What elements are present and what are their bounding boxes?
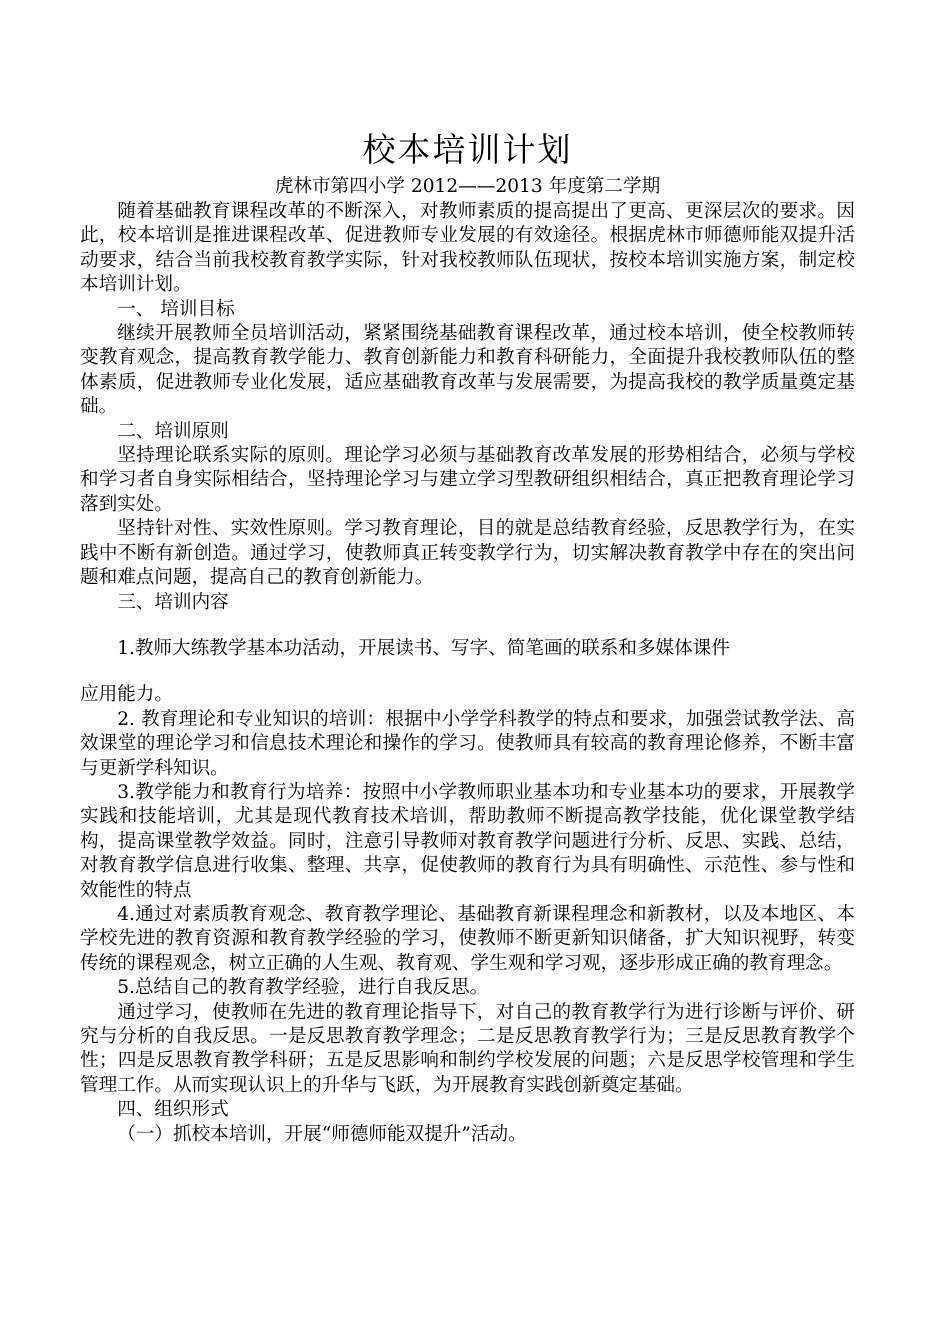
document-title: 校本培训计划: [362, 130, 573, 169]
principle-paragraph-1: 坚持理论联系实际的原则。理论学习必须与基础教育改革发展的形势相结合，必须与学校和学习者自身实际相结合，坚持理论学习与建立学习型教研组织相结合，真正把教育理论学习落到实处。: [80, 445, 855, 515]
goals-paragraph: 继续开展教师全员培训活动，紧紧围绕基础教育课程改革，通过校本培训，使全校教师转变教育观念，提高教育教学能力、教育创新能力和教育科研能力，全面提升我校教师队伍的整体素质，促进教师专业化发展，适应基础教育改革与发展需要，为提高我校的教学质量奠定基础。: [80, 323, 855, 418]
content-item-4: 4.通过对素质教育观念、教育教学理论、基础教育新课程理念和新教材，以及本地区、本学校先进的教育资源和教育教学经验的学习，使教师不断更新知识储备，扩大知识视野，转变传统的课程观念，树立正确的人生观、教育观、学生观和学习观，逐步形成正确的教育理念。: [80, 903, 855, 974]
organization-item-1: （一）抓校本培训，开展“师德师能双提升”活动。: [117, 1123, 527, 1145]
section-heading-organization: 四、组织形式: [117, 1099, 229, 1121]
reflection-paragraph: 通过学习，使教师在先进的教育理论指导下，对自己的教育教学行为进行诊断与评价、研究与分析的自我反思。一是反思教育教学理念；二是反思教育教学行为；三是反思教育教学个性；四是反思教育教学科研；五是反思影响和制约学校发展的问题；六是反思学校管理和学生管理工作。从而实现认识上的升华与飞跃，为开展教育实践创新奠定基础。: [80, 1001, 855, 1096]
section-heading-principles: 二、培训原则: [117, 420, 229, 442]
intro-paragraph: 随着基础教育课程改革的不断深入，对教师素质的提高提出了更高、更深层次的要求。因此，校本培训是推进课程改革、促进教师专业发展的有效途径。根据虎林市师德师能双提升活动要求，结合当前我校教育教学实际，针对我校教师队伍现状，按校本培训实施方案，制定校本培训计划。: [80, 201, 855, 296]
section-heading-goals: 一、 培训目标: [117, 298, 235, 320]
content-item-3: 3.教学能力和教育行为培养：按照中小学教师职业基本功和专业基本功的要求，开展教学实践和技能培训，尤其是现代教育技术培训，帮助教师不断提高教学技能，优化课堂教学结构，提高课堂教学效益。同时，注意引导教师对教育教学问题进行分析、反思、实践、总结，对教育教学信息进行收集、整理、共享，促使教师的教育行为具有明确性、示范性、参与性和效能性的特点: [80, 781, 855, 901]
section-heading-content: 三、培训内容: [117, 591, 229, 613]
content-item-1: 1.教师大练教学基本功活动，开展读书、写字、简笔画的联系和多媒体课件: [117, 637, 730, 659]
content-item-1-continued: 应用能力。: [80, 684, 173, 706]
content-item-5: 5.总结自己的教育教学经验，进行自我反思。: [117, 977, 489, 999]
document-body: [80, 200, 855, 1147]
document-subtitle: 虎林市第四小学 2012——2013 年度第二学期: [274, 176, 661, 197]
principle-paragraph-2: 坚持针对性、实效性原则。学习教育理论，目的就是总结教育经验，反思教学行为，在实践中不断有新创造。通过学习，使教师真正转变教学行为，切实解决教育教学中存在的突出问题和难点问题，提高自己的教育创新能力。: [80, 518, 855, 589]
content-item-2: 2. 教育理论和专业知识的培训：根据中小学学科教学的特点和要求，加强尝试教学法、高效课堂的理论学习和信息技术理论和操作的学习。使教师具有较高的教育理论修养，不断丰富与更新学科知识。: [80, 708, 855, 779]
